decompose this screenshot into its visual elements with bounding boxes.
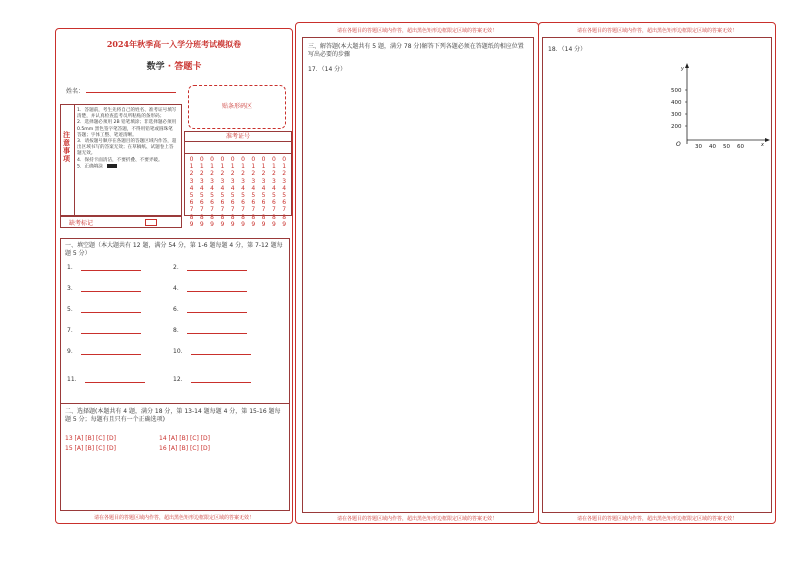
question-17-label: 17．（14 分） xyxy=(308,66,347,73)
x-axis-label: x xyxy=(761,142,764,148)
blank-number: 3． xyxy=(67,285,77,292)
blank-answer-item[interactable] xyxy=(173,304,247,313)
exam-id-digit[interactable]: 2 xyxy=(189,170,194,178)
blank-number: 1． xyxy=(67,264,77,271)
card-subtitle xyxy=(56,59,292,72)
x-tick-label: 60 xyxy=(737,144,744,150)
answer-panel-right xyxy=(538,22,776,524)
exam-title: 2024年秋季高一入学分班考试模拟卷 xyxy=(106,39,242,49)
y-tick-label: 200 xyxy=(671,124,682,130)
notice-item: 2．选择题必须用 2B 铅笔填涂；非选择题必须用 0.5mm 黑色签字笔答题，不得用铅笔或圆珠笔答题；字体工整、笔迹清晰。 xyxy=(77,120,177,138)
boundary-warning: 请在各题目的答题区域内作答，超出黑色矩形边框限定区域的答案无效！ xyxy=(576,28,737,34)
exam-id-digit[interactable]: 6 xyxy=(199,199,204,207)
notice-item: 4．保持卡面清洁，不要折叠、不要弄破。 xyxy=(77,157,163,163)
exam-id-digit[interactable]: 9 xyxy=(210,220,214,228)
exam-id-digit[interactable]: 7 xyxy=(251,206,256,214)
x-tick-label: 30 xyxy=(695,144,702,150)
x-ticks xyxy=(695,144,744,150)
exam-id-digit[interactable]: 9 xyxy=(282,220,287,228)
section3-heading: 三、解答题(本大题共有 5 题，满分 78 分)解答下列各题必须在答题纸的相应位置写出必要的步骤 xyxy=(308,43,524,58)
fill-blank-section xyxy=(60,238,290,404)
solution-section[interactable] xyxy=(302,37,534,513)
blank-number: 10． xyxy=(173,348,187,355)
exam-id-digit-column[interactable] xyxy=(197,156,206,228)
section2-heading: 二、选择题(本题共有 4 题，满分 18 分，第 13-14 题每题 4 分，第 15-16 题每题 5 分；每题有且只有一个正确选项) xyxy=(65,408,281,423)
exam-id-digit[interactable]: 5 xyxy=(189,192,194,200)
choice-row[interactable]: 16 [A] [B] [C] [D] xyxy=(159,445,211,452)
blank-line[interactable] xyxy=(81,306,141,313)
exam-id-digit[interactable]: 3 xyxy=(241,177,245,185)
exam-id-digit[interactable]: 8 xyxy=(189,213,194,221)
blank-line[interactable] xyxy=(81,348,141,355)
exam-id-digit[interactable]: 5 xyxy=(230,192,235,200)
exam-id-digit[interactable]: 9 xyxy=(230,220,235,228)
exam-id-digit[interactable]: 5 xyxy=(261,192,266,200)
exam-id-digit[interactable]: 9 xyxy=(251,220,256,228)
exam-id-digit[interactable]: 1 xyxy=(230,163,235,171)
subject-label: 数学 xyxy=(146,62,165,72)
choice-row[interactable]: 14 [A] [B] [C] [D] xyxy=(159,435,211,442)
exam-id-digit[interactable]: 2 xyxy=(271,170,276,178)
exam-id-digit[interactable]: 0 xyxy=(220,156,225,163)
exam-id-digit[interactable]: 6 xyxy=(261,199,266,207)
y-tick-label: 300 xyxy=(671,112,682,118)
blank-answer-item[interactable] xyxy=(67,374,145,383)
exam-id-digit-column[interactable] xyxy=(259,156,268,228)
exam-id-digit[interactable]: 7 xyxy=(261,206,266,214)
card-type-label: 答题卡 xyxy=(174,62,202,72)
section1-heading: 一、填空题（本大题共有 12 题，满分 54 分，第 1-6 题每题 4 分，第 7-12 题每题 5 分） xyxy=(65,242,283,257)
exam-id-digit[interactable]: 6 xyxy=(210,199,214,207)
exam-id-digit[interactable]: 6 xyxy=(251,199,256,207)
y-tick-label: 400 xyxy=(671,100,682,106)
x-tick-label: 40 xyxy=(709,144,716,150)
boundary-warning: 请在各题目的答题区域内作答，超出黑色矩形边框限定区域的答案无效！ xyxy=(576,516,737,522)
exam-id-digit-column[interactable] xyxy=(249,156,258,228)
exam-id-digit[interactable]: 3 xyxy=(210,177,214,185)
choice-row[interactable]: 15 [A] [B] [C] [D] xyxy=(65,445,117,452)
exam-id-digit[interactable]: 6 xyxy=(282,199,287,207)
exam-id-digit[interactable]: 1 xyxy=(220,163,225,171)
exam-id-digit[interactable]: 2 xyxy=(220,170,225,178)
exam-id-digit[interactable]: 8 xyxy=(199,213,204,221)
choice-section xyxy=(60,403,290,511)
notice-box xyxy=(60,104,182,216)
y-ticks xyxy=(671,88,687,130)
blank-answer-item[interactable] xyxy=(173,346,251,355)
blank-number: 12． xyxy=(173,376,187,383)
exam-id-digit[interactable]: 2 xyxy=(210,170,214,178)
exam-id-digit[interactable]: 6 xyxy=(241,199,245,207)
exam-id-digit[interactable]: 9 xyxy=(199,220,204,228)
question-18-area[interactable] xyxy=(542,37,772,513)
exam-id-digit[interactable]: 7 xyxy=(282,206,287,214)
exam-id-digit[interactable]: 5 xyxy=(282,192,287,200)
blank-answer-item[interactable] xyxy=(67,304,141,313)
exam-id-digit[interactable]: 0 xyxy=(230,156,235,163)
exam-id-digit[interactable]: 9 xyxy=(261,220,266,228)
exam-id-digit[interactable]: 7 xyxy=(189,206,194,214)
blank-line[interactable] xyxy=(81,264,141,271)
blank-number: 9． xyxy=(67,348,77,355)
exam-id-digit[interactable]: 5 xyxy=(199,192,204,200)
y-axis-label: y xyxy=(681,66,684,72)
barcode-area xyxy=(188,85,286,129)
exam-id-grid xyxy=(184,131,292,228)
exam-id-digit[interactable]: 0 xyxy=(189,156,194,163)
name-field[interactable] xyxy=(86,92,176,93)
blank-answer-item[interactable] xyxy=(173,283,247,292)
exam-id-digit[interactable]: 5 xyxy=(251,192,256,200)
exam-id-digit[interactable]: 2 xyxy=(261,170,266,178)
origin-label: O xyxy=(676,141,681,148)
exam-id-digit[interactable]: 4 xyxy=(210,184,214,192)
exam-id-digit[interactable]: 4 xyxy=(241,184,245,192)
blank-number: 5． xyxy=(67,306,77,313)
exam-id-digit[interactable]: 5 xyxy=(210,192,214,200)
exam-id-digit-column[interactable] xyxy=(187,156,196,228)
blank-line[interactable] xyxy=(191,348,251,355)
exam-id-digit[interactable]: 8 xyxy=(220,213,225,221)
blank-answer-item[interactable] xyxy=(67,283,141,292)
exam-id-digit[interactable]: 9 xyxy=(189,220,194,228)
exam-id-digit[interactable]: 1 xyxy=(282,163,287,171)
exam-id-digit[interactable]: 4 xyxy=(271,184,276,192)
exam-id-digit[interactable]: 9 xyxy=(220,220,225,228)
exam-id-digit-column[interactable] xyxy=(280,156,289,228)
exam-id-digit[interactable]: 9 xyxy=(241,220,245,228)
blank-answer-item[interactable] xyxy=(173,262,247,271)
exam-id-digit[interactable]: 7 xyxy=(199,206,204,214)
notice-list xyxy=(77,108,177,171)
absent-checkbox[interactable] xyxy=(145,219,157,226)
blank-number: 8． xyxy=(173,327,183,334)
exam-id-digit[interactable]: 0 xyxy=(261,156,266,163)
notice-label: 注意事项 xyxy=(63,131,70,163)
blank-answer-item[interactable] xyxy=(67,325,141,334)
exam-id-digit[interactable]: 7 xyxy=(230,206,235,214)
blank-answer-item[interactable] xyxy=(173,374,251,383)
exam-id-digit[interactable]: 3 xyxy=(220,177,225,185)
blank-line[interactable] xyxy=(81,285,141,292)
choice-row[interactable]: 13 [A] [B] [C] [D] xyxy=(65,435,117,442)
blank-number: 7． xyxy=(67,327,77,334)
boundary-warning: 请在各题目的答题区域内作答，超出黑色矩形边框限定区域的答案无效！ xyxy=(93,515,254,521)
exam-id-digit[interactable]: 2 xyxy=(251,170,256,178)
blank-number: 2． xyxy=(173,264,183,271)
exam-id-digit[interactable]: 1 xyxy=(189,163,194,171)
digit-columns xyxy=(187,156,291,228)
exam-id-digit[interactable]: 8 xyxy=(282,213,287,221)
exam-id-digit[interactable]: 8 xyxy=(230,213,235,221)
blank-line[interactable] xyxy=(85,376,145,383)
exam-id-digit[interactable]: 1 xyxy=(199,163,204,171)
exam-id-digit[interactable]: 4 xyxy=(251,184,256,192)
exam-id-digit[interactable]: 1 xyxy=(210,163,214,171)
exam-id-digit-column[interactable] xyxy=(208,156,217,228)
exam-id-digit[interactable]: 3 xyxy=(251,177,256,185)
exam-id-digit[interactable]: 1 xyxy=(251,163,256,171)
exam-id-digit[interactable]: 7 xyxy=(271,206,276,214)
exam-id-digit-column[interactable] xyxy=(239,156,248,228)
blank-number: 4． xyxy=(173,285,183,292)
question-18-label: 18．（14 分） xyxy=(548,46,587,53)
exam-id-digit[interactable]: 2 xyxy=(241,170,245,178)
exam-id-digit[interactable]: 2 xyxy=(282,170,287,178)
exam-id-digit[interactable]: 3 xyxy=(199,177,204,185)
exam-id-digit[interactable]: 4 xyxy=(220,184,225,192)
exam-id-digit[interactable]: 4 xyxy=(282,184,287,192)
exam-id-digit[interactable]: 8 xyxy=(271,213,276,221)
exam-id-digit[interactable]: 0 xyxy=(199,156,204,163)
exam-id-digit[interactable]: 6 xyxy=(271,199,276,207)
exam-id-digit-column[interactable] xyxy=(269,156,278,228)
exam-id-digit[interactable]: 3 xyxy=(282,177,287,185)
blank-number: 6． xyxy=(173,306,183,313)
exam-id-digit[interactable]: 7 xyxy=(220,206,225,214)
x-tick-label: 50 xyxy=(723,144,730,150)
filled-sample-icon xyxy=(107,164,117,168)
blank-line[interactable] xyxy=(187,306,247,313)
notice-item: 1．答题前，考生先将自己的姓名、准考证号填写清楚，并认真检查监考员所粘贴的条形码； xyxy=(77,108,177,120)
blank-answer-item[interactable] xyxy=(173,325,247,334)
exam-id-digit[interactable]: 6 xyxy=(189,199,194,207)
notice-item: 5．正确填涂 xyxy=(77,164,177,171)
exam-id-digit[interactable]: 2 xyxy=(230,170,235,178)
exam-id-digit[interactable]: 4 xyxy=(199,184,204,192)
blank-line[interactable] xyxy=(81,327,141,334)
absent-box xyxy=(60,216,182,228)
boundary-warning: 请在各题目的答题区域内作答，超出黑色矩形边框限定区域的答案无效！ xyxy=(336,516,497,522)
absent-label: 缺考标记 xyxy=(69,220,94,227)
barcode-label: 贴条形码区 xyxy=(221,103,252,110)
exam-id-digit[interactable]: 8 xyxy=(261,213,266,221)
blank-line[interactable] xyxy=(187,327,247,334)
answer-panel-left xyxy=(55,28,293,524)
name-label: 姓名： xyxy=(66,88,85,95)
exam-id-digit[interactable]: 3 xyxy=(189,177,194,185)
exam-id-digit[interactable]: 0 xyxy=(210,156,214,163)
blank-line[interactable] xyxy=(191,376,251,383)
exam-id-digit[interactable]: 2 xyxy=(199,170,204,178)
exam-id-digit-column[interactable] xyxy=(228,156,237,228)
exam-id-digit[interactable]: 3 xyxy=(230,177,235,185)
exam-id-digit[interactable]: 5 xyxy=(220,192,225,200)
blank-number: 11． xyxy=(67,376,81,383)
blank-answer-item[interactable] xyxy=(67,262,141,271)
exam-id-digit[interactable]: 8 xyxy=(251,213,256,221)
exam-id-digit-column[interactable] xyxy=(218,156,227,228)
exam-id-label: 准考证号 xyxy=(185,132,291,142)
blank-line[interactable] xyxy=(187,264,247,271)
exam-id-digit[interactable]: 5 xyxy=(241,192,245,200)
exam-id-digit[interactable]: 7 xyxy=(210,206,214,214)
dot-separator: · xyxy=(167,62,172,72)
exam-id-digit[interactable]: 6 xyxy=(220,199,225,207)
exam-id-digit[interactable]: 1 xyxy=(241,163,245,171)
exam-id-digit[interactable]: 4 xyxy=(261,184,266,192)
exam-id-digit[interactable]: 3 xyxy=(271,177,276,185)
exam-id-digit[interactable]: 1 xyxy=(261,163,266,171)
blank-line[interactable] xyxy=(187,285,247,292)
exam-id-digit[interactable]: 4 xyxy=(189,184,194,192)
exam-id-digit[interactable]: 4 xyxy=(230,184,235,192)
exam-id-digit[interactable]: 5 xyxy=(271,192,276,200)
exam-id-digit[interactable]: 0 xyxy=(271,156,276,163)
exam-id-digit[interactable]: 0 xyxy=(241,156,245,163)
exam-id-digit[interactable]: 6 xyxy=(230,199,235,207)
exam-id-digit[interactable]: 8 xyxy=(210,213,214,221)
y-tick-label: 500 xyxy=(671,88,682,94)
notice-item: 3．请按题号顺序在各题目的答题区域内作答，超出区域书写的答案无效；在草稿纸、试题卷上答题无效。 xyxy=(77,139,177,157)
exam-id-digit[interactable]: 9 xyxy=(271,220,276,228)
exam-id-digit[interactable]: 3 xyxy=(261,177,266,185)
coordinate-axes xyxy=(671,62,771,150)
exam-id-digit[interactable]: 1 xyxy=(271,163,276,171)
blank-answer-item[interactable] xyxy=(67,346,141,355)
exam-id-digit[interactable]: 0 xyxy=(251,156,256,163)
exam-id-digit[interactable]: 8 xyxy=(241,213,245,221)
exam-id-digit[interactable]: 0 xyxy=(282,156,287,163)
exam-id-digit[interactable]: 7 xyxy=(241,206,245,214)
answer-panel-middle xyxy=(295,22,539,524)
boundary-warning: 请在各题目的答题区域内作答，超出黑色矩形边框限定区域的答案无效！ xyxy=(336,28,497,34)
